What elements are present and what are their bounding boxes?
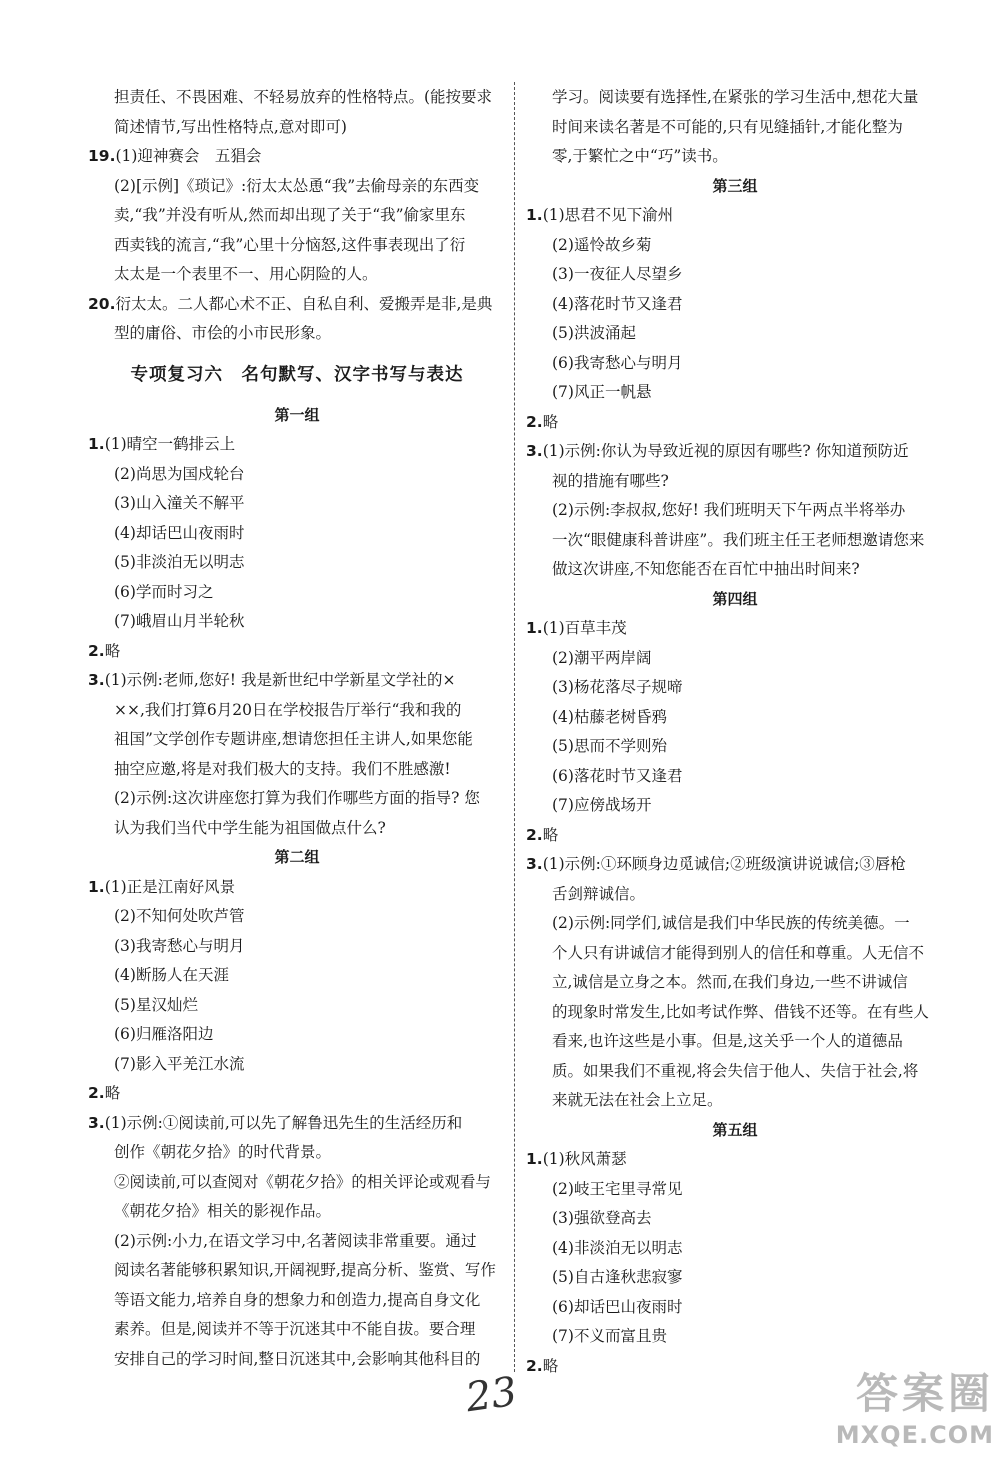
- question-line: [88, 1109, 506, 1139]
- answer-text: 略: [542, 1356, 559, 1375]
- answer-text: (1)思君不见下渝州: [542, 206, 674, 224]
- text-line: (6)却话巴山夜雨时: [552, 1297, 683, 1316]
- text-line: (3)强欲登高去: [552, 1209, 652, 1227]
- text-line: (2)示例:李叔叔,您好! 我们班明天下午两点半将举办: [552, 501, 906, 519]
- text-line: 的现象时常发生,比如考试作弊、借钱不还等。在有些人: [552, 1002, 929, 1021]
- text-line: (2)示例:同学们,诚信是我们中华民族的传统美德。一: [552, 914, 910, 932]
- text-line: 视的措施有哪些?: [552, 471, 669, 490]
- question-number: 2.: [526, 412, 543, 431]
- question-line: [526, 821, 944, 851]
- answer-text: (1)示例:①阅读前,可以先了解鲁迅先生的生活经历和: [104, 1113, 463, 1132]
- question-number: 3.: [526, 855, 543, 873]
- text-line: (5)洪波涌起: [552, 324, 636, 342]
- text-line: 型的庸俗、市侩的小市民形象。: [114, 324, 332, 342]
- text-line: (5)星汉灿烂: [114, 995, 198, 1014]
- question-number: 1.: [88, 877, 105, 896]
- answer-text: 略: [542, 825, 559, 844]
- text-line: 安排自己的学习时间,整日沉迷其中,会影响其他科目的: [114, 1349, 481, 1368]
- text-line: 认为我们当代中学生能为祖国做点什么?: [114, 818, 386, 837]
- question-line: [88, 1079, 506, 1109]
- text-line: (2)示例:这次讲座您打算为我们作哪些方面的指导? 您: [114, 789, 480, 807]
- text-line: 看来,也许这些是小事。但是,这关乎一个人的道德品: [552, 1032, 903, 1050]
- text-line: 创作《朝花夕拾》的时代背景。: [114, 1143, 332, 1161]
- question-line: [526, 408, 944, 438]
- text-line: (7)不义而富且贵: [552, 1327, 667, 1345]
- question-line: [88, 873, 506, 903]
- question-number: 3.: [88, 671, 105, 689]
- text-line: (3)一夜征人尽望乡: [552, 265, 683, 283]
- group-title: 第三组: [712, 176, 758, 195]
- answer-text: 略: [542, 412, 559, 431]
- text-line: (3)山入潼关不解平: [114, 494, 245, 512]
- question-number: 2.: [88, 1084, 105, 1102]
- group-title: 第一组: [274, 405, 320, 424]
- question-number: 3.: [526, 442, 543, 460]
- question-line: [88, 666, 506, 696]
- text-line: 太太是一个表里不一、用心阴险的人。: [114, 265, 378, 283]
- text-line: (7)应傍战场开: [552, 796, 652, 814]
- answer-text: 衍太太。二人都心术不正、自私自利、爱搬弄是非,是典: [115, 294, 493, 313]
- text-line: (4)断肠人在天涯: [114, 966, 229, 984]
- text-line: 做这次讲座,不知您能否在百忙中抽出时间来?: [552, 560, 860, 578]
- answer-text: (1)示例:①环顾身边觅诚信;②班级演讲说诚信;③唇枪: [542, 855, 906, 873]
- text-line: (3)杨花落尽子规啼: [552, 678, 683, 696]
- answer-text: 略: [104, 1084, 121, 1102]
- text-line: (2)遥怜故乡菊: [552, 235, 652, 254]
- text-line: 简述情节,写出性格特点,意对即可): [114, 117, 347, 136]
- question-number: 2.: [526, 1356, 543, 1375]
- text-line: 立,诚信是立身之本。然而,在我们身边,一些不讲诚信: [552, 973, 908, 991]
- text-line: (2)岐王宅里寻常见: [552, 1179, 683, 1198]
- text-line: (5)非淡泊无以明志: [114, 553, 245, 571]
- question-number: 1.: [88, 435, 105, 453]
- text-line: 等语文能力,培养自身的想象力和创造力,提高自身文化: [114, 1290, 481, 1309]
- question-line: [88, 637, 506, 667]
- question-line: [526, 1145, 944, 1175]
- page-number: 23: [463, 1368, 520, 1422]
- text-line: 零,于繁忙之中“巧”读书。: [552, 147, 728, 165]
- question-line: [88, 430, 506, 460]
- text-line: 卖,“我”并没有听从,然而却出现了关于“我”偷家里东: [114, 206, 466, 224]
- column-divider: [514, 82, 515, 1372]
- text-line: (3)我寄愁心与明月: [114, 936, 245, 955]
- text-line: (5)思而不学则殆: [552, 737, 667, 755]
- watermark-url: MXQE.COM: [835, 1421, 994, 1449]
- question-number: 1.: [526, 1150, 543, 1168]
- question-number: 3.: [88, 1113, 105, 1132]
- question-line: [526, 614, 944, 644]
- text-line: (2)潮平两岸阔: [552, 648, 652, 667]
- watermark-logo-text: 答案圈: [855, 1369, 994, 1418]
- text-line: 素养。但是,阅读并不等于沉迷其中不能自拔。要合理: [114, 1320, 476, 1338]
- text-line: (2)不知何处吹芦管: [114, 907, 245, 925]
- left-column: [88, 83, 506, 1374]
- text-line: 《朝花夕拾》相关的影视作品。: [114, 1202, 332, 1220]
- group-title: 第五组: [712, 1120, 758, 1139]
- question-line: [526, 201, 944, 231]
- text-line: ②阅读前,可以查阅对《朝花夕拾》的相关评论或观看与: [114, 1172, 491, 1191]
- text-line: (4)非淡泊无以明志: [552, 1238, 683, 1257]
- group-title: 第四组: [712, 589, 758, 608]
- text-line: 西卖钱的流言,“我”心里十分恼怒,这件事表现出了衍: [114, 235, 466, 254]
- text-line: (2)尚思为国戍轮台: [114, 464, 245, 483]
- text-line: (4)落花时节又逢君: [552, 294, 683, 313]
- text-line: (7)峨眉山月半轮秋: [114, 612, 245, 630]
- answer-text: (1)迎神赛会 五猖会: [115, 147, 262, 165]
- question-line: [88, 290, 506, 320]
- text-line: (6)归雁洛阳边: [114, 1025, 214, 1043]
- group-title: 第二组: [274, 848, 320, 866]
- question-number: 20.: [88, 294, 116, 313]
- text-line: (5)自古逢秋悲寂寥: [552, 1268, 683, 1286]
- text-line: 一次“眼健康科普讲座”。我们班主任王老师想邀请您来: [552, 530, 925, 549]
- answer-text: (1)晴空一鹤排云上: [104, 435, 236, 453]
- text-line: 质。如果我们不重视,将会失信于他人、失信于社会,将: [552, 1061, 919, 1080]
- text-line: 来就无法在社会上立足。: [552, 1091, 723, 1109]
- question-number: 19.: [88, 147, 116, 165]
- question-number: 1.: [526, 619, 543, 637]
- text-line: (7)风正一帆悬: [552, 383, 652, 401]
- text-line: (7)影入平羌江水流: [114, 1054, 245, 1073]
- text-line: (6)学而时习之: [114, 582, 214, 601]
- answer-text: (1)百草丰茂: [542, 619, 627, 637]
- answer-text: 略: [104, 641, 121, 660]
- question-number: 2.: [526, 825, 543, 844]
- text-line: 阅读名著能够积累知识,开阔视野,提高分析、鉴赏、写作: [114, 1261, 496, 1279]
- section-title: 专项复习六 名句默写、汉字书写与表达: [130, 364, 464, 385]
- text-line: 担责任、不畏困难、不轻易放弃的性格特点。(能按要求: [114, 88, 493, 106]
- answer-text: (1)示例:你认为导致近视的原因有哪些? 你知道预防近: [542, 442, 909, 460]
- text-line: 舌剑辩诚信。: [552, 884, 646, 903]
- text-line: (6)我寄愁心与明月: [552, 353, 683, 372]
- question-line: [526, 437, 944, 467]
- question-number: 1.: [526, 206, 543, 224]
- answer-text: (1)示例:老师,您好! 我是新世纪中学新星文学社的×: [104, 671, 456, 689]
- text-line: 祖国”文学创作专题讲座,想请您担任主讲人,如果您能: [114, 730, 473, 748]
- question-number: 2.: [88, 641, 105, 660]
- question-line: [526, 850, 944, 880]
- text-line: 时间来读名著是不可能的,只有见缝插针,才能化整为: [552, 117, 903, 136]
- answer-text: (1)正是江南好风景: [104, 877, 236, 896]
- text-line: (4)却话巴山夜雨时: [114, 523, 245, 542]
- right-column: [526, 83, 944, 1381]
- question-line: [88, 142, 506, 172]
- watermark: [804, 1368, 994, 1464]
- text-line: (6)落花时节又逢君: [552, 766, 683, 785]
- text-line: 个人只有讲诚信才能得到别人的信任和尊重。人无信不: [552, 943, 925, 962]
- text-line: 抽空应邀,将是对我们极大的支持。我们不胜感激!: [114, 759, 451, 778]
- text-line: (2)示例:小力,在语文学习中,名著阅读非常重要。通过: [114, 1231, 477, 1250]
- text-line: 学习。阅读要有选择性,在紧张的学习生活中,想花大量: [552, 88, 919, 106]
- text-line: (4)枯藤老树昏鸦: [552, 707, 667, 726]
- text-line: (2)[示例]《琐记》:衍太太怂恿“我”去偷母亲的东西变: [114, 176, 480, 195]
- answer-text: (1)秋风萧瑟: [542, 1150, 627, 1168]
- text-line: ××,我们打算6月20日在学校报告厅举行“我和我的: [114, 700, 462, 719]
